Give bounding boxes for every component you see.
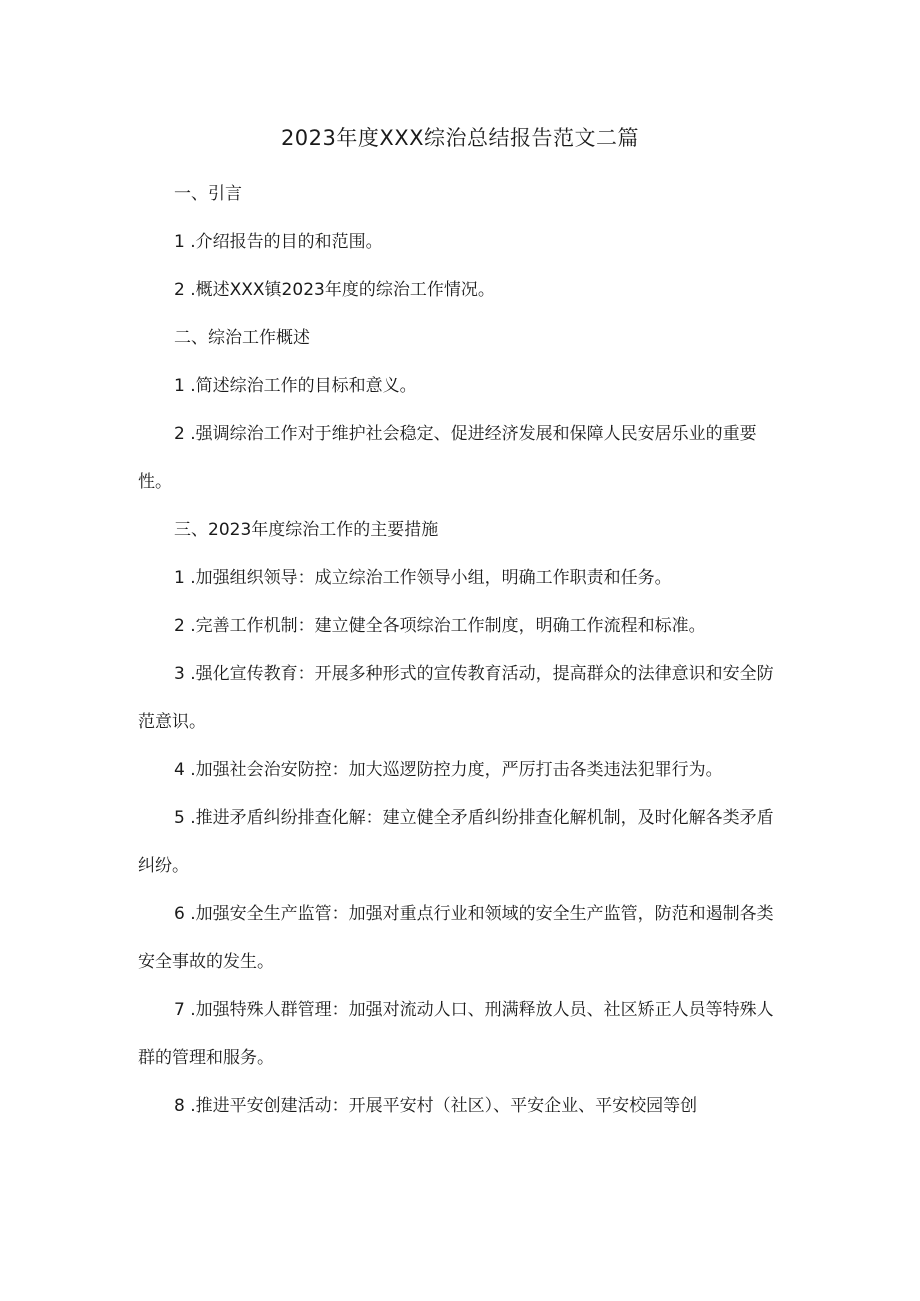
section-heading-3: 三、2023年度综治工作的主要措施: [174, 520, 439, 540]
paragraph: 2 .完善工作机制：建立健全各项综治工作制度，明确工作流程和标准。: [174, 616, 706, 636]
paragraph: 5 .推进矛盾纠纷排查化解：建立健全矛盾纠纷排查化解机制，及时化解各类矛盾纠纷。: [138, 808, 774, 876]
paragraph: 1 .加强组织领导：成立综治工作领导小组，明确工作职责和任务。: [174, 568, 672, 588]
paragraph: 2 .概述XXX镇2023年度的综治工作情况。: [174, 280, 495, 300]
paragraph: 1 .介绍报告的目的和范围。: [174, 232, 383, 252]
paragraph: 7 .加强特殊人群管理：加强对流动人口、刑满释放人员、社区矫正人员等特殊人群的管理和服务。: [138, 1000, 774, 1068]
paragraph: 3 .强化宣传教育：开展多种形式的宣传教育活动，提高群众的法律意识和安全防范意识。: [138, 664, 774, 732]
paragraph: 2 .强调综治工作对于维护社会稳定、促进经济发展和保障人民安居乐业的重要性。: [138, 424, 757, 492]
paragraph: 6 .加强安全生产监管：加强对重点行业和领域的安全生产监管，防范和遏制各类安全事故的发生。: [138, 904, 774, 972]
paragraph: 8 .推进平安创建活动：开展平安村（社区）、平安企业、平安校园等创: [174, 1096, 698, 1116]
paragraph: 4 .加强社会治安防控：加大巡逻防控力度，严厉打击各类违法犯罪行为。: [174, 760, 723, 780]
paragraph: 1 .简述综治工作的目标和意义。: [174, 376, 417, 396]
document-title: 2023年度XXX综治总结报告范文二篇: [280, 126, 640, 150]
section-heading-1: 一、引言: [174, 184, 242, 204]
section-heading-2: 二、综治工作概述: [174, 328, 310, 348]
